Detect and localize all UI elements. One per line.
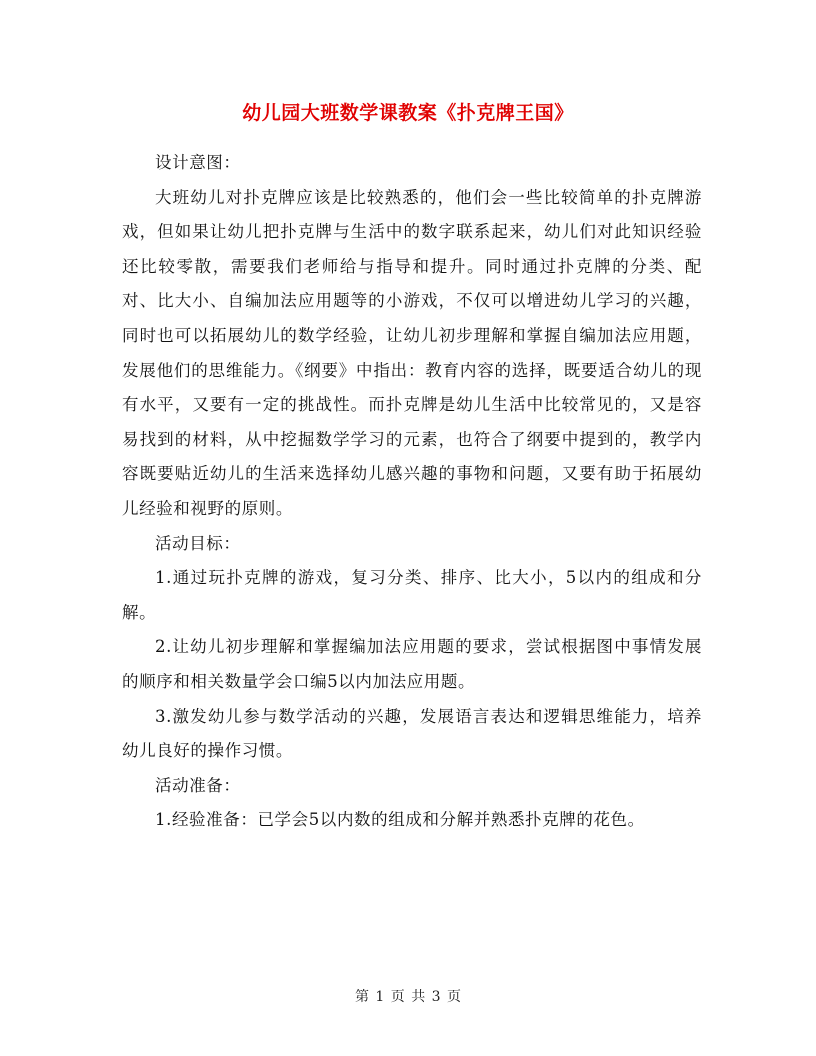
goal-item-1: 1.通过玩扑克牌的游戏，复习分类、排序、比大小，5以内的组成和分解。 xyxy=(122,568,702,622)
section-heading-design-intent: 设计意图： xyxy=(155,153,241,172)
page-number-footer: 第 1 页 共 3 页 xyxy=(354,989,462,1005)
document-title: 幼儿园大班数学课教案《扑克牌王国》 xyxy=(242,102,574,124)
section-heading-activity-prep: 活动准备： xyxy=(155,775,241,795)
section-heading-activity-goals: 活动目标： xyxy=(155,533,241,553)
prep-item-1: 1.经验准备：已学会5以内数的组成和分解并熟悉扑克牌的花色。 xyxy=(155,810,645,830)
paragraph-design-intent: 大班幼儿对扑克牌应该是比较熟悉的，他们会一些比较简单的扑克牌游戏，但如果让幼儿把扑克牌与生活中的数字联系起来，幼儿们对此知识经验还比较零散，需要我们老师给与指导和提升。同时通过扑克牌的分类、配对、比大小、自编加法应用题等的小游戏，不仅可以增进幼儿学习的兴趣，同时也可以拓展幼儿的数学经验，让幼儿初步理解和掌握自编加法应用题，发展他们的思维能力。《纲要》中指出：教育内容的选择，既要适合幼儿的现有水平，又要有一定的挑战性。而扑克牌是幼儿生活中比较常见的，又是容易找到的材料，从中挖掘数学学习的元素，也符合了纲要中提到的，教学内容既要贴近幼儿的生活来选择幼儿感兴趣的事物和问题，又要有助于拓展幼儿经验和视野的原则。 xyxy=(122,187,702,518)
goal-item-3: 3.激发幼儿参与数学活动的兴趣，发展语言表达和逻辑思维能力，培养幼儿良好的操作习惯。 xyxy=(122,706,702,761)
goal-item-2: 2.让幼儿初步理解和掌握编加法应用题的要求，尝试根据图中事情发展的顺序和相关数量学会口编5以内加法应用题。 xyxy=(122,637,702,691)
document-body xyxy=(122,146,702,838)
